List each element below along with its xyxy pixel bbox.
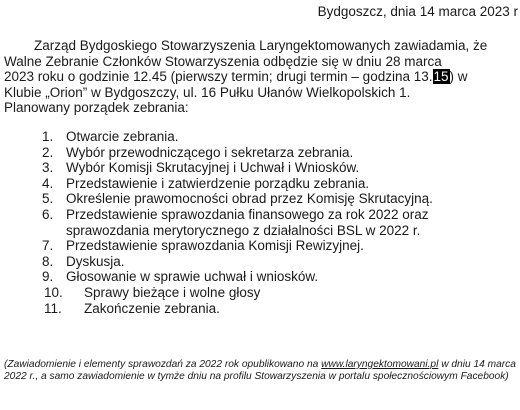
- agenda-item: [0, 269, 512, 285]
- agenda-item-text: Zakończenie zebrania.: [84, 300, 220, 316]
- agenda-heading: Planowany porządek zebrania:: [4, 100, 189, 116]
- agenda-item-number: 6.: [42, 206, 54, 222]
- agenda-item-number: 1.: [42, 129, 54, 144]
- notice-body: [4, 38, 516, 116]
- notice-line-3-end: ) w: [449, 69, 468, 85]
- agenda-item: [0, 301, 512, 317]
- notice-line-1: Zarząd Bydgoskiego Stowarzyszenia Laryngektomowanych zawiadamia, że: [34, 38, 488, 53]
- footnote: [4, 359, 516, 384]
- notice-line-2: Walne Zebranie Członków Stowarzyszenia odbędzie się w dniu 28 marca: [4, 53, 442, 69]
- agenda-item: [0, 285, 512, 301]
- agenda-item-text: Przedstawienie sprawozdania Komisji Rewizyjnej.: [66, 238, 364, 254]
- notice-line-4: Klubie „Orion” w Bydgoszczy, ul. 16 Pułku Ułanów Wielkopolskich 1.: [4, 84, 411, 100]
- agenda-item: [0, 145, 512, 161]
- agenda-list: [0, 129, 512, 316]
- agenda-item: [0, 207, 512, 238]
- agenda-item-text: Przedstawienie i zatwierdzenie porządku zebrania.: [66, 175, 370, 191]
- agenda-item-number: 5.: [42, 191, 54, 207]
- agenda-item-text: Otwarcie zebrania.: [66, 129, 179, 144]
- agenda-item-text: Dyskusja.: [66, 253, 125, 269]
- agenda-item: [0, 129, 512, 145]
- footnote-text-start: (Zawiadomienie i elementy sprawozdań za 2022 rok opublikowano na: [4, 359, 322, 370]
- agenda-item: [0, 254, 512, 270]
- agenda-item-number: 2.: [42, 144, 54, 160]
- agenda-item-number: 10.: [44, 284, 63, 300]
- notice-line-3-start: 2023 roku o godzinie 12.45 (pierwszy termin; drugi termin – godzina 13.: [4, 69, 433, 85]
- agenda-item-text: Wybór przewodniczącego i sekretarza zebrania.: [66, 144, 354, 160]
- notice-line-3: [4, 69, 516, 85]
- highlighted-time: 15: [433, 69, 449, 85]
- agenda-item-number: 7.: [42, 238, 54, 254]
- agenda-item-text: Sprawy bieżące i wolne głosy: [84, 284, 261, 300]
- agenda-item-text: Przedstawienie sprawozdania finansowego za rok 2022 oraz sprawozdania merytorycznego z działalności BSL w 2022 r.: [66, 206, 429, 238]
- agenda-item-number: 11.: [44, 300, 62, 316]
- website-link[interactable]: www.laryngektomowani.pl: [321, 359, 439, 370]
- agenda-item-text: Wybór Komisji Skrutacyjnej i Uchwał i Wniosków.: [66, 160, 360, 176]
- agenda-item-text: Głosowanie w sprawie uchwał i wniosków.: [66, 269, 319, 285]
- agenda-item-number: 3.: [42, 160, 54, 176]
- agenda-item: [0, 160, 512, 176]
- agenda-item-number: 8.: [42, 253, 54, 269]
- footnote-text-end: w dniu 14 marca 2022 r., a samo zawiadomienie w tymże dniu na profilu Stowarzyszenia w portalu społecznościowym Facebook): [4, 359, 516, 383]
- agenda-item: [0, 176, 512, 192]
- agenda-item-text: Określenie prawomocności obrad przez Komisję Skrutacyjną.: [66, 191, 433, 207]
- document-date: Bydgoszcz, dnia 14 marca 2023 r: [317, 4, 518, 19]
- agenda-item: [0, 191, 512, 207]
- agenda-item: [0, 238, 512, 254]
- agenda-item-number: 4.: [42, 175, 54, 191]
- agenda-item-number: 9.: [42, 269, 54, 285]
